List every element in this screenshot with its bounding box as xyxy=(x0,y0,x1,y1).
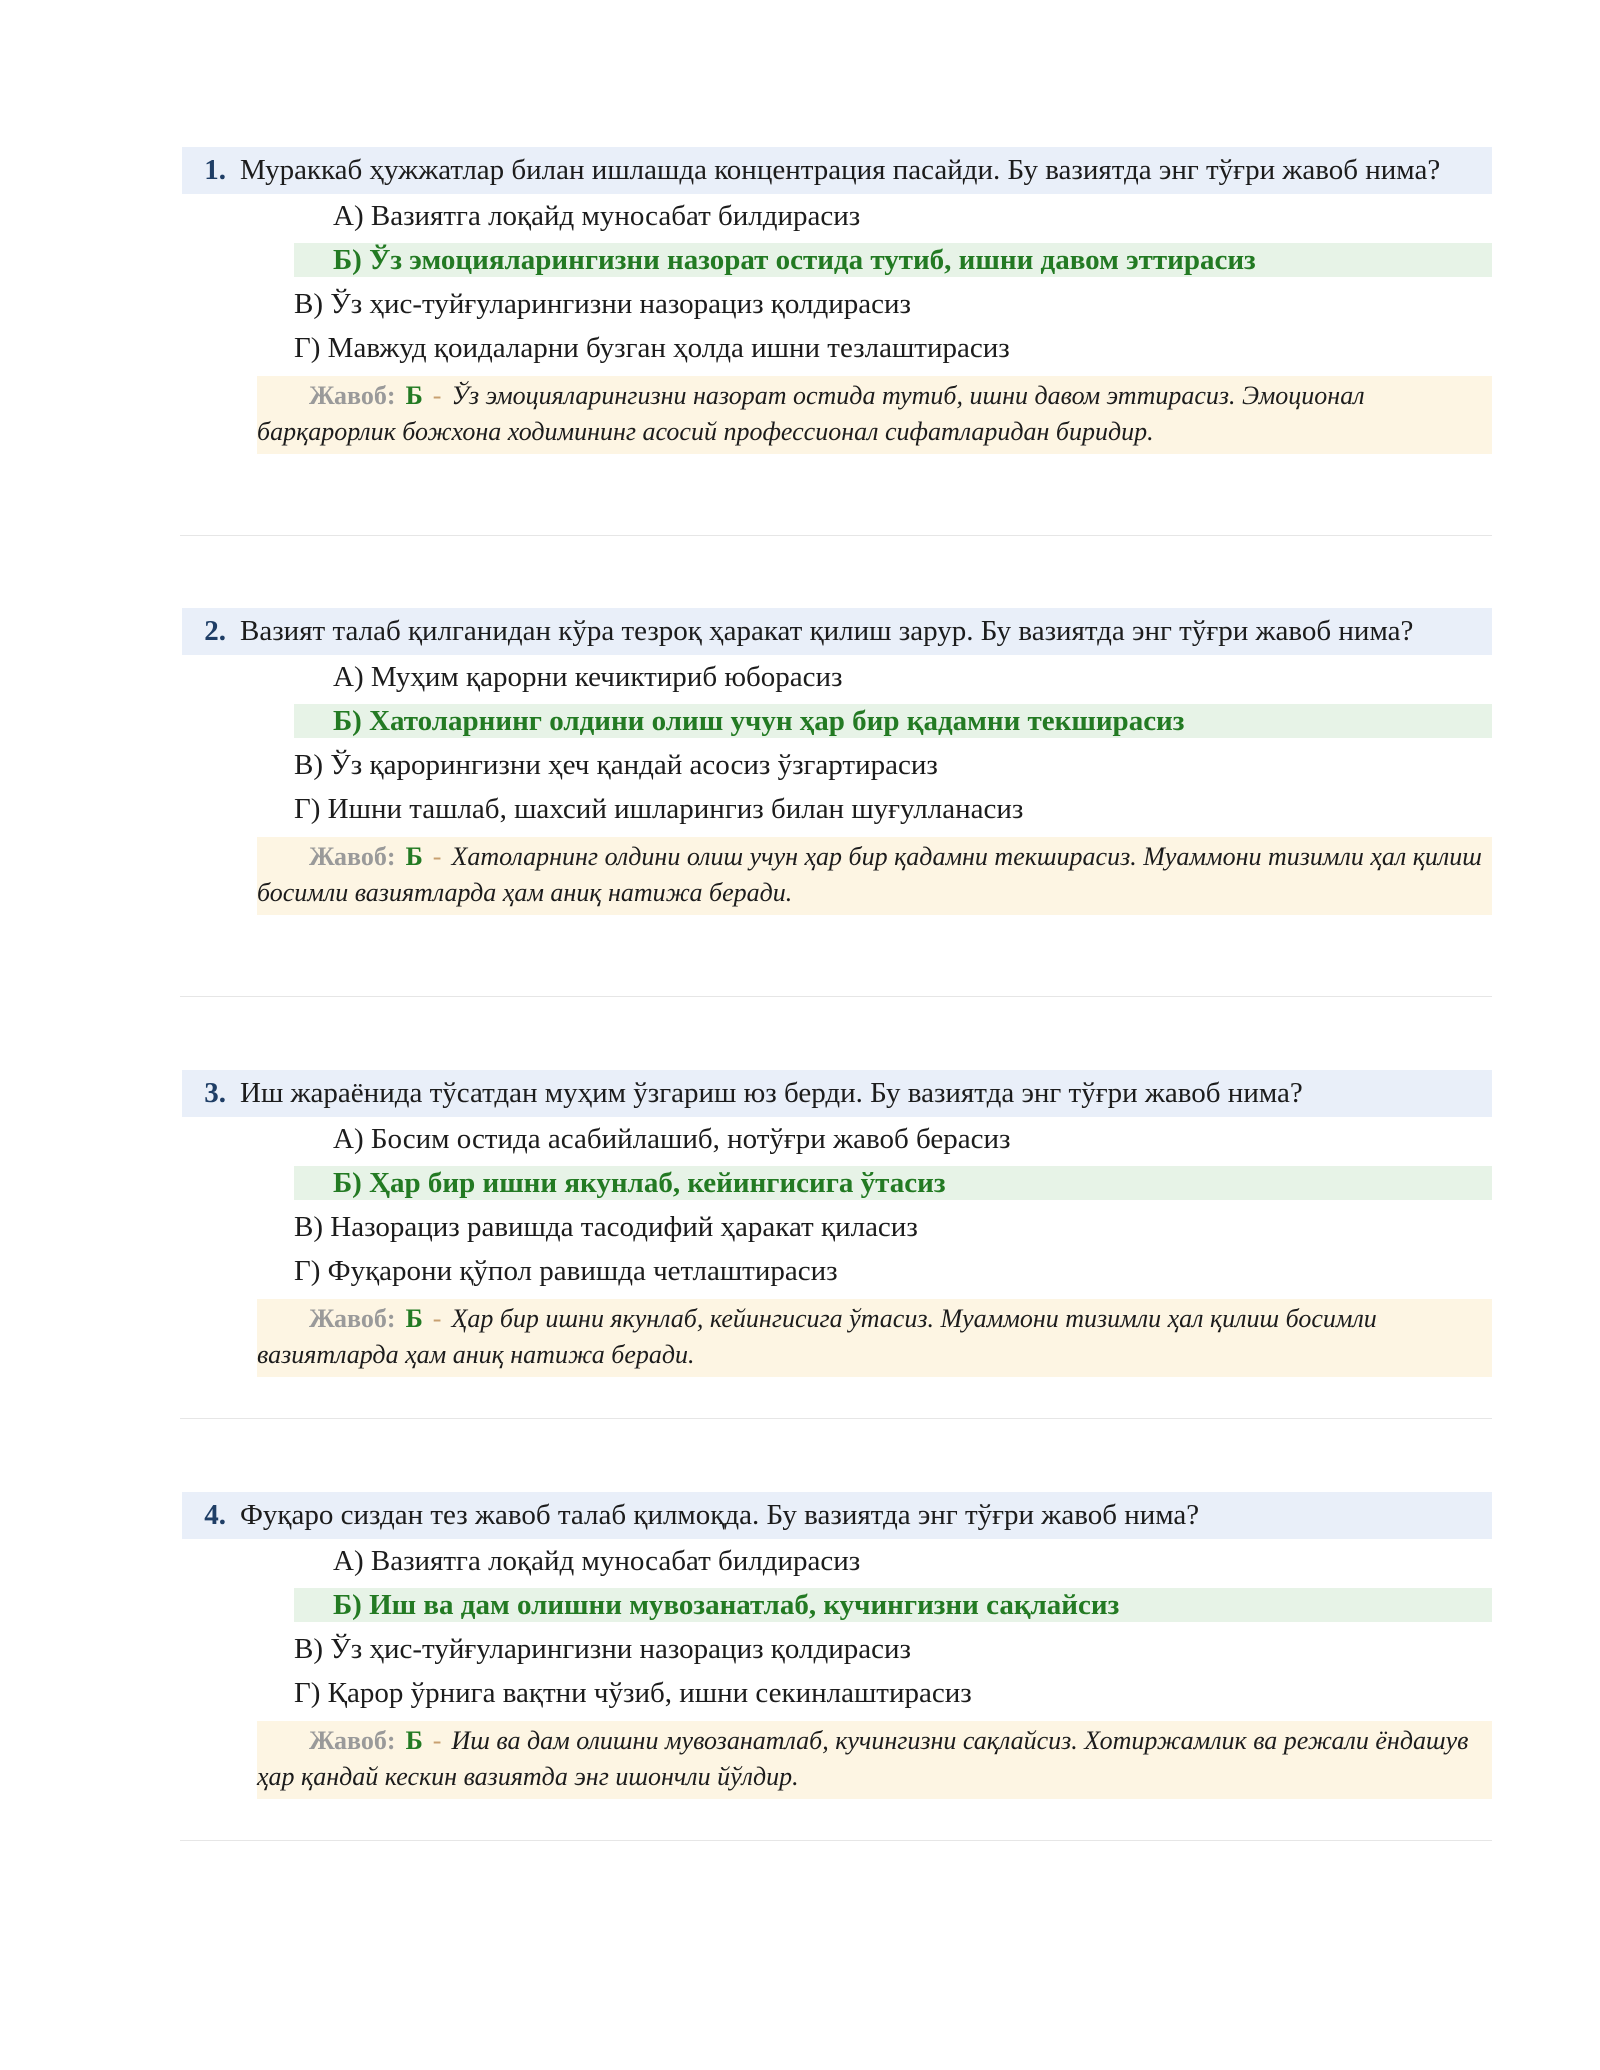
option-c: В) Ўз ҳис-туйғуларингизни назорациз қолдирасиз xyxy=(294,288,911,320)
question-3 xyxy=(182,1070,1492,1377)
answer-box xyxy=(257,376,1492,454)
answer-letter: Б xyxy=(405,1726,423,1755)
question-number: 2. xyxy=(204,615,226,647)
question-text: Фуқаро сиздан тез жавоб талаб қилмоқда. Бу вазиятда энг тўғри жавоб нима? xyxy=(240,1499,1200,1531)
question-number: 1. xyxy=(204,154,226,186)
question-number: 3. xyxy=(204,1077,226,1109)
answer-explanation: Иш ва дам олишни мувозанатлаб, кучингизни сақлайсиз. Хотиржамлик ва режали ёндашув ҳар қандай кескин вазиятда энг ишончли йўлдир. xyxy=(257,1726,1469,1791)
question-header xyxy=(182,1070,1492,1117)
answer-dash: - xyxy=(432,1726,442,1755)
answer-explanation: Ҳар бир ишни якунлаб, кейингисига ўтасиз. Муаммони тизимли ҳал қилиш босимли вазиятларда ҳам аниқ натижа беради. xyxy=(257,1304,1377,1369)
question-1 xyxy=(182,147,1492,454)
question-2 xyxy=(182,608,1492,915)
question-text: Вазият талаб қилганидан кўра тезроқ ҳаракат қилиш зарур. Бу вазиятда энг тўғри жавоб нима? xyxy=(240,615,1414,647)
answer-box xyxy=(257,837,1492,915)
answer-explanation: Ўз эмоцияларингизни назорат остида тутиб, ишни давом эттирасиз. Эмоционал барқарорлик божхона ходимининг асосий профессионал сифатларидан биридир. xyxy=(257,381,1365,446)
question-header xyxy=(182,1492,1492,1539)
option-b-correct: Б) Иш ва дам олишни мувозанатлаб, кучингизни сақлайсиз xyxy=(294,1588,1492,1622)
option-c: В) Ўз ҳис-туйғуларингизни назорациз қолдирасиз xyxy=(294,1633,911,1665)
answer-dash: - xyxy=(432,381,442,410)
question-text: Иш жараёнида тўсатдан муҳим ўзгариш юз берди. Бу вазиятда энг тўғри жавоб нима? xyxy=(240,1077,1303,1109)
question-header xyxy=(182,608,1492,655)
question-number: 4. xyxy=(204,1499,226,1531)
option-a: А) Вазиятга лоқайд муносабат билдирасиз xyxy=(333,1545,861,1577)
option-b-correct: Б) Хатоларнинг олдини олиш учун ҳар бир қадамни текширасиз xyxy=(294,704,1492,738)
option-a: А) Босим остида асабийлашиб, нотўғри жавоб берасиз xyxy=(333,1123,1011,1155)
answer-dash: - xyxy=(432,1304,442,1333)
option-c: В) Ўз қарорингизни ҳеч қандай асосиз ўзгартирасиз xyxy=(294,749,938,781)
answer-box xyxy=(257,1299,1492,1377)
answer-label: Жавоб: xyxy=(309,1304,396,1333)
option-d: Г) Фуқарони қўпол равишда четлаштирасиз xyxy=(294,1255,838,1287)
answer-letter: Б xyxy=(405,1304,423,1333)
answer-dash: - xyxy=(432,842,442,871)
divider xyxy=(180,996,1492,997)
option-b-correct: Б) Ўз эмоцияларингизни назорат остида тутиб, ишни давом эттирасиз xyxy=(294,243,1492,277)
answer-label: Жавоб: xyxy=(309,381,396,410)
answer-label: Жавоб: xyxy=(309,1726,396,1755)
option-d: Г) Ишни ташлаб, шахсий ишларингиз билан шуғулланасиз xyxy=(294,793,1024,825)
answer-letter: Б xyxy=(405,842,423,871)
divider xyxy=(180,535,1492,536)
divider xyxy=(180,1840,1492,1841)
option-b-correct: Б) Ҳар бир ишни якунлаб, кейингисига ўтасиз xyxy=(294,1166,1492,1200)
option-c: В) Назорациз равишда тасодифий ҳаракат қиласиз xyxy=(294,1211,918,1243)
question-text: Мураккаб ҳужжатлар билан ишлашда концентрация пасайди. Бу вазиятда энг тўғри жавоб нима? xyxy=(240,154,1441,186)
option-d: Г) Қарор ўрнига вақтни чўзиб, ишни секинлаштирасиз xyxy=(294,1677,972,1709)
answer-explanation: Хатоларнинг олдини олиш учун ҳар бир қадамни текширасиз. Муаммони тизимли ҳал қилиш босимли вазиятларда ҳам аниқ натижа беради. xyxy=(257,842,1482,907)
option-a: А) Муҳим қарорни кечиктириб юборасиз xyxy=(333,661,843,693)
divider xyxy=(180,1418,1492,1419)
answer-label: Жавоб: xyxy=(309,842,396,871)
answer-letter: Б xyxy=(405,381,423,410)
question-4 xyxy=(182,1492,1492,1799)
question-header xyxy=(182,147,1492,194)
option-d: Г) Мавжуд қоидаларни бузган ҳолда ишни тезлаштирасиз xyxy=(294,332,1010,364)
option-a: А) Вазиятга лоқайд муносабат билдирасиз xyxy=(333,200,861,232)
answer-box xyxy=(257,1721,1492,1799)
